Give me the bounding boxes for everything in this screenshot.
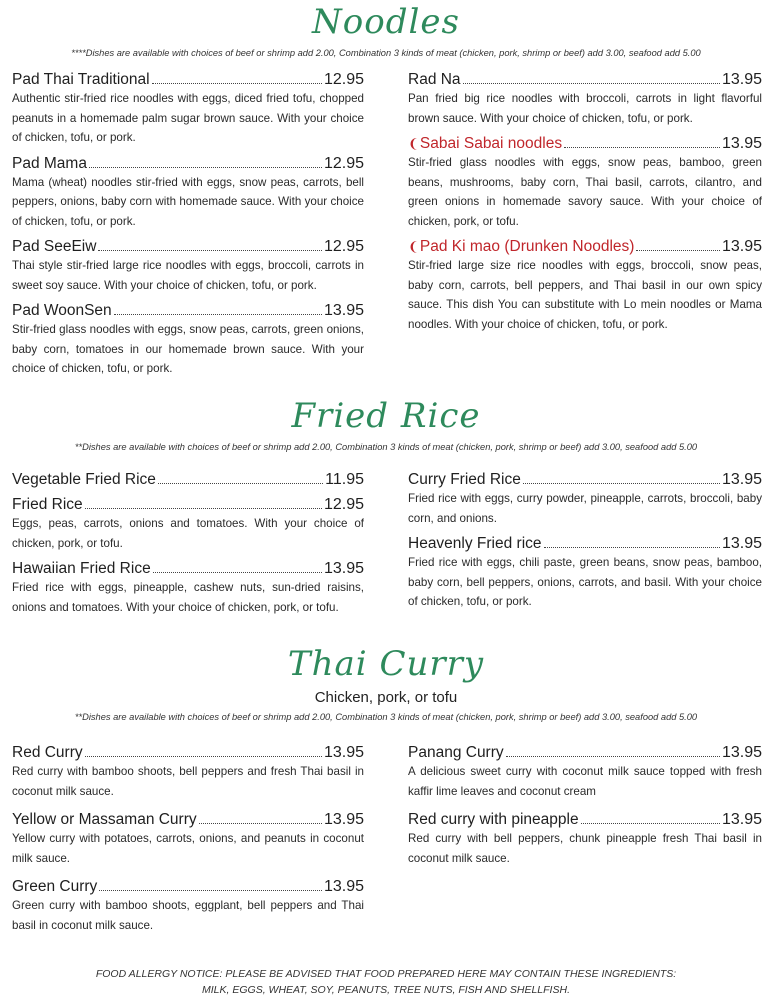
menu-item	[12, 810, 364, 868]
item-name: Curry Fried Rice	[408, 471, 521, 488]
menu-item	[408, 134, 762, 231]
fried-rice-title: Fried Rice	[291, 396, 481, 436]
dot-leader	[85, 508, 322, 509]
item-description: Authentic stir-fried rice noodles with eggs, diced fried tofu, chopped peanuts in a homemade palm sugar brown sauce. With your choice of chicken, tofu, or pork.	[12, 92, 364, 144]
chili-pepper-icon: ❨	[408, 239, 419, 254]
dot-leader	[506, 756, 720, 757]
item-name: Red curry with pineapple	[408, 811, 579, 828]
item-name: Vegetable Fried Rice	[12, 471, 156, 488]
dot-leader	[85, 756, 322, 757]
item-price: 13.95	[323, 302, 364, 319]
menu-item	[408, 237, 762, 334]
item-price: 12.95	[323, 154, 364, 172]
item-price: 12.95	[323, 71, 364, 88]
noodles-right-column	[408, 70, 762, 340]
item-price: 12.95	[323, 238, 364, 255]
item-description: Red curry with bamboo shoots, bell peppers and fresh Thai basil in coconut milk sauce.	[12, 765, 364, 798]
item-name: Pad SeeEiw	[12, 238, 97, 255]
allergy-notice-line-2: MILK, EGGS, WHEAT, SOY, PEANUTS, TREE NUTS, FISH AND SHELLFISH.	[202, 984, 570, 996]
noodles-title: Noodles	[312, 2, 460, 42]
item-name: Fried Rice	[12, 496, 83, 513]
item-name: Pad Ki mao (Drunken Noodles)	[419, 238, 635, 255]
item-price: 13.95	[323, 560, 364, 577]
menu-item	[12, 154, 364, 232]
noodles-left-column	[12, 70, 364, 385]
item-description: Fried rice with eggs, curry powder, pineapple, carrots, broccoli, baby corn, and onions.	[408, 492, 762, 525]
curry-left-column	[12, 743, 364, 941]
fried-rice-note: **Dishes are available with choices of beef or shrimp add 2.00, Combination 3 kinds of meat (chicken, pork, shrimp or beef) add 3.00, seafood add 5.00	[74, 442, 698, 452]
item-price: 13.95	[323, 744, 364, 761]
dot-leader	[544, 547, 720, 548]
item-name: Pad Mama	[12, 154, 87, 172]
menu-item	[12, 237, 364, 295]
item-price: 12.95	[323, 496, 364, 513]
dot-leader	[636, 250, 720, 251]
item-price: 13.95	[721, 238, 762, 255]
noodles-note: ****Dishes are available with choices of beef or shrimp add 2.00, Combination 3 kinds of meat (chicken, pork, shrimp or beef) add 3.00, seafood add 5.00	[71, 48, 701, 58]
curry-right-column	[408, 743, 762, 874]
fried-rice-left-column	[12, 470, 364, 623]
dot-leader	[463, 83, 720, 84]
menu-item	[12, 877, 364, 935]
menu-item	[408, 743, 762, 801]
item-name: Red Curry	[12, 744, 83, 761]
allergy-notice-line-1: FOOD ALLERGY NOTICE: PLEASE BE ADVISED THAT FOOD PREPARED HERE MAY CONTAIN THESE INGREDIENTS:	[95, 968, 677, 980]
item-price: 13.95	[323, 878, 364, 895]
dot-leader	[98, 250, 322, 251]
item-description: Pan fried big rice noodles with broccoli, carrots in light flavorful brown sauce. With your choice of chicken, tofu, or pork.	[408, 92, 762, 125]
dot-leader	[89, 167, 322, 168]
item-price: 13.95	[721, 744, 762, 761]
menu-item	[408, 810, 762, 868]
item-description: A delicious sweet curry with coconut milk sauce topped with fresh kaffir lime leaves and coconut cream	[408, 765, 762, 798]
menu-item	[12, 559, 364, 617]
item-description: Stir-fried glass noodles with eggs, snow peas, carrots, green onions, baby corn, tomatoes in our homemade brown sauce. With your choice of chicken, tofu, or pork.	[12, 323, 364, 375]
menu-item	[408, 70, 762, 128]
dot-leader	[199, 823, 322, 824]
item-name: Hawaiian Fried Rice	[12, 560, 151, 577]
item-description: Green curry with bamboo shoots, eggplant, bell peppers and Thai basil in coconut milk sauce.	[12, 899, 364, 932]
dot-leader	[152, 83, 322, 84]
item-description: Mama (wheat) noodles stir-fried with eggs, snow peas, carrots, bell peppers, onions, baby corn with homemade sauce. With your choice of chicken, tofu, or pork.	[12, 175, 364, 228]
menu-item	[12, 470, 364, 489]
dot-leader	[158, 483, 323, 484]
chili-pepper-icon: ❨	[408, 136, 419, 151]
item-description: Stir-fried large size rice noodles with eggs, broccoli, snow peas, baby corn, carrots, bell peppers, and Thai basil in our own spicy sauce. This dish You can substitute with Lo mein noodles or Mama noodles. With your choice of chicken, tofu, or pork.	[408, 259, 762, 331]
item-description: Eggs, peas, carrots, onions and tomatoes. With your choice of chicken, pork, or tofu.	[12, 517, 364, 550]
thai-curry-title: Thai Curry	[287, 644, 485, 684]
menu-item	[12, 70, 364, 148]
item-description: Fried rice with eggs, pineapple, cashew nuts, sun-dried raisins, onions and tomatoes. With your choice of chicken, pork, or tofu.	[12, 581, 364, 614]
item-price: 13.95	[721, 811, 762, 828]
dot-leader	[99, 890, 322, 891]
item-name: Yellow or Massaman Curry	[12, 811, 197, 828]
item-name: Green Curry	[12, 878, 98, 895]
item-price: 13.95	[323, 811, 364, 828]
item-name: Heavenly Fried rice	[408, 535, 542, 552]
item-name: Pad WoonSen	[12, 302, 112, 319]
thai-curry-subtitle: Chicken, pork, or tofu	[314, 689, 458, 706]
item-price: 13.95	[721, 535, 762, 552]
item-price: 13.95	[721, 135, 762, 152]
dot-leader	[114, 314, 322, 315]
allergy-notice	[0, 966, 772, 998]
thai-curry-note: **Dishes are available with choices of beef or shrimp add 2.00, Combination 3 kinds of meat (chicken, pork, shrimp or beef) add 3.00, seafood add 5.00	[74, 712, 698, 722]
item-name: Panang Curry	[408, 744, 504, 761]
item-name: Rad Na	[408, 71, 461, 88]
menu-item	[408, 470, 762, 528]
menu-item	[12, 301, 364, 379]
dot-leader	[153, 572, 322, 573]
item-price: 11.95	[325, 471, 364, 488]
item-name: Pad Thai Traditional	[12, 71, 150, 88]
item-price: 13.95	[721, 471, 762, 488]
item-description: Fried rice with eggs, chili paste, green beans, snow peas, bamboo, baby corn, bell peppers, onions, carrots, and basil. With your choice of chicken, tofu, or pork.	[408, 556, 762, 608]
fried-rice-right-column	[408, 470, 762, 618]
item-description: Red curry with bell peppers, chunk pineapple fresh Thai basil in coconut milk sauce.	[408, 832, 762, 865]
item-description: Yellow curry with potatoes, carrots, onions, and peanuts in coconut milk sauce.	[12, 832, 364, 865]
dot-leader	[564, 147, 720, 148]
dot-leader	[523, 483, 720, 484]
item-price: 13.95	[721, 71, 762, 88]
item-description: Stir-fried glass noodles with eggs, snow peas, bamboo, green beans, mushrooms, baby corn, Thai basil, carrots, cilantro, and green onions in homemade savory sauce. With your choice of chicken, pork, or tofu.	[408, 156, 762, 228]
menu-item	[408, 534, 762, 612]
item-name: Sabai Sabai noodles	[419, 135, 563, 152]
dot-leader	[581, 823, 720, 824]
item-description: Thai style stir-fried large rice noodles with eggs, broccoli, carrots in sweet soy sauce. With your choice of chicken, tofu, or pork.	[12, 259, 364, 292]
menu-item	[12, 743, 364, 801]
menu-item	[12, 495, 364, 553]
